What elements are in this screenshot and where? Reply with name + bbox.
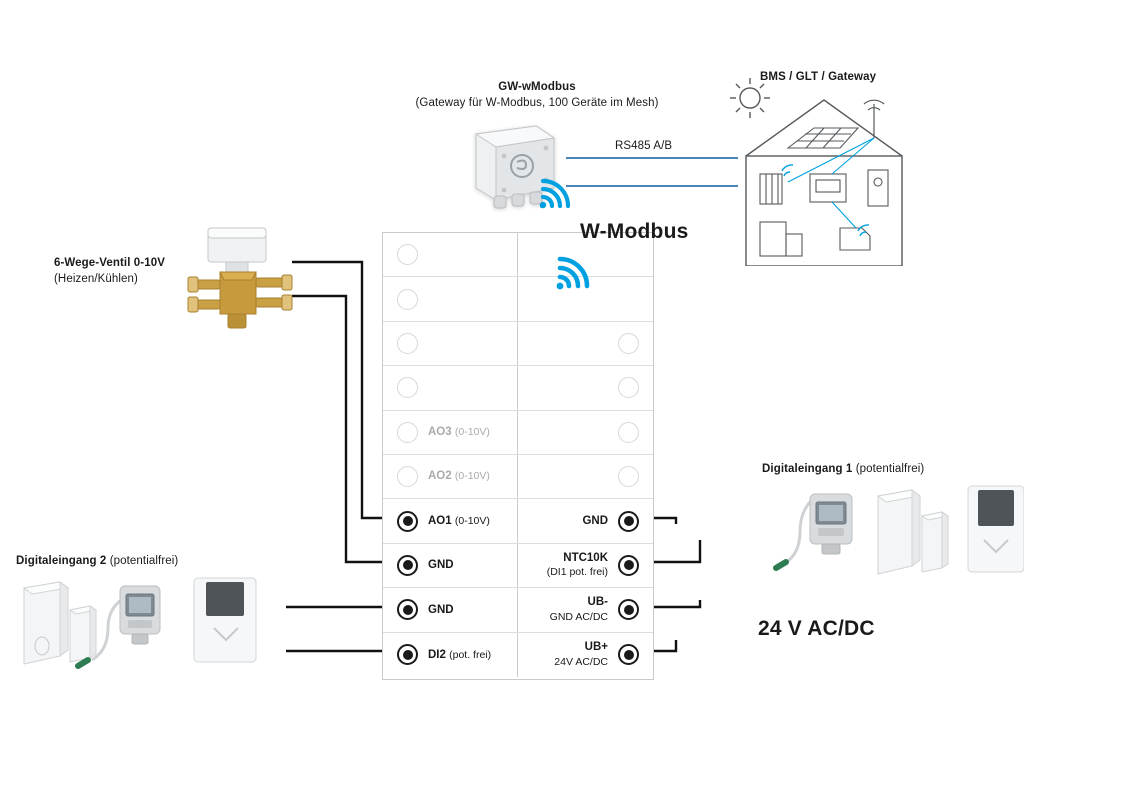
digital-input-1-devices (762, 480, 1024, 598)
terminal-label-name: DI2 (428, 648, 446, 661)
terminal-cell-left (383, 633, 518, 677)
digital-input-2-devices (16, 560, 284, 678)
terminal-label-name: GND (428, 603, 454, 616)
terminal-cell-right (518, 499, 653, 542)
terminal-label (554, 640, 608, 669)
w-modbus-title: W-Modbus (580, 220, 689, 243)
terminal-cell-left (383, 588, 518, 631)
table-row (383, 499, 653, 543)
digital-input-1-caption (762, 462, 1022, 478)
terminal-dot[interactable] (618, 377, 639, 398)
table-row (383, 277, 653, 321)
terminal-cell-right (518, 322, 653, 365)
valve-caption (54, 256, 204, 287)
table-row (383, 366, 653, 410)
supply-voltage-label: 24 V AC/DC (758, 617, 875, 640)
table-row (383, 588, 653, 632)
terminal-label-sub: (pot. frei) (449, 648, 492, 661)
terminal-cell-right (518, 366, 653, 409)
terminal-cell-right (518, 544, 653, 587)
digital-input-1-label: Digitaleingang 1 (762, 463, 853, 475)
wifi-signal-icon (552, 248, 598, 294)
valve-label: 6-Wege-Ventil 0-10V (54, 257, 165, 269)
terminal-label-name: UB+ (584, 641, 608, 654)
terminal-cell-right (518, 633, 653, 677)
table-row (383, 455, 653, 499)
terminal-cell-left (383, 322, 518, 365)
digital-input-1-sublabel: (potentialfrei) (855, 463, 925, 475)
table-row (383, 544, 653, 588)
terminal-dot[interactable] (618, 555, 639, 576)
table-row (383, 633, 653, 677)
terminal-label-sub: (0-10V) (454, 470, 490, 483)
six-way-valve-photo (186, 222, 308, 338)
table-row (383, 411, 653, 455)
terminal-dot[interactable] (397, 422, 418, 443)
terminal-label-name: AO1 (428, 514, 452, 527)
terminal-label (428, 648, 491, 662)
terminal-cell-right (518, 588, 653, 631)
terminal-dot[interactable] (397, 289, 418, 310)
terminal-cell-left (383, 499, 518, 542)
terminal-cell-right (518, 455, 653, 498)
terminal-dot[interactable] (618, 511, 639, 532)
bms-label: BMS / GLT / Gateway (760, 71, 877, 83)
rs485-bus-label: RS485 A/B (615, 140, 673, 152)
terminal-dot[interactable] (397, 644, 418, 665)
terminal-label-sub: (0-10V) (454, 426, 490, 439)
terminal-cell-left (383, 233, 518, 276)
terminal-dot[interactable] (618, 466, 639, 487)
building-management-illustration (728, 70, 920, 266)
terminal-label (428, 425, 490, 439)
wifi-signal-icon (536, 172, 576, 212)
terminal-dot[interactable] (618, 599, 639, 620)
terminal-label (428, 469, 490, 483)
terminal-label-sub: GND AC/DC (549, 610, 608, 623)
controller-terminal-block (382, 232, 654, 680)
terminal-label (582, 514, 608, 528)
terminal-label-name: GND (582, 514, 608, 527)
terminal-label (428, 558, 454, 572)
gateway-caption (300, 80, 774, 111)
terminal-label (547, 551, 608, 580)
terminal-dot[interactable] (397, 599, 418, 620)
terminal-dot[interactable] (397, 466, 418, 487)
terminal-label-name: NTC10K (563, 552, 608, 565)
terminal-cell-right (518, 411, 653, 454)
terminal-label-name: AO3 (428, 426, 452, 439)
table-row (383, 322, 653, 366)
digital-input-2-sublabel: (potentialfrei) (109, 555, 179, 567)
terminal-dot[interactable] (397, 333, 418, 354)
terminal-dot[interactable] (397, 377, 418, 398)
terminal-label-name: AO2 (428, 470, 452, 483)
terminal-label (428, 603, 454, 617)
terminal-label-name: UB- (587, 596, 608, 609)
terminal-label-sub: (DI1 pot. frei) (546, 566, 608, 579)
terminal-label-sub: (0-10V) (454, 514, 490, 527)
terminal-cell-left (383, 366, 518, 409)
terminal-dot[interactable] (397, 244, 418, 265)
terminal-cell-left (383, 411, 518, 454)
terminal-cell-left (383, 544, 518, 587)
terminal-dot[interactable] (618, 333, 639, 354)
terminal-label (428, 514, 490, 528)
terminal-dot[interactable] (618, 644, 639, 665)
terminal-label-name: GND (428, 559, 454, 572)
valve-sublabel: (Heizen/Kühlen) (54, 272, 138, 285)
gateway-title: GW-wModbus (498, 81, 576, 93)
terminal-cell-left (383, 277, 518, 320)
terminal-dot[interactable] (397, 511, 418, 532)
gateway-subtitle: (Gateway für W-Modbus, 100 Geräte im Mesh) (415, 96, 659, 109)
terminal-cell-left (383, 455, 518, 498)
terminal-label (550, 595, 608, 624)
terminal-dot[interactable] (397, 555, 418, 576)
terminal-label-sub: 24V AC/DC (554, 655, 608, 668)
terminal-dot[interactable] (618, 422, 639, 443)
digital-input-2-label: Digitaleingang 2 (16, 555, 107, 567)
